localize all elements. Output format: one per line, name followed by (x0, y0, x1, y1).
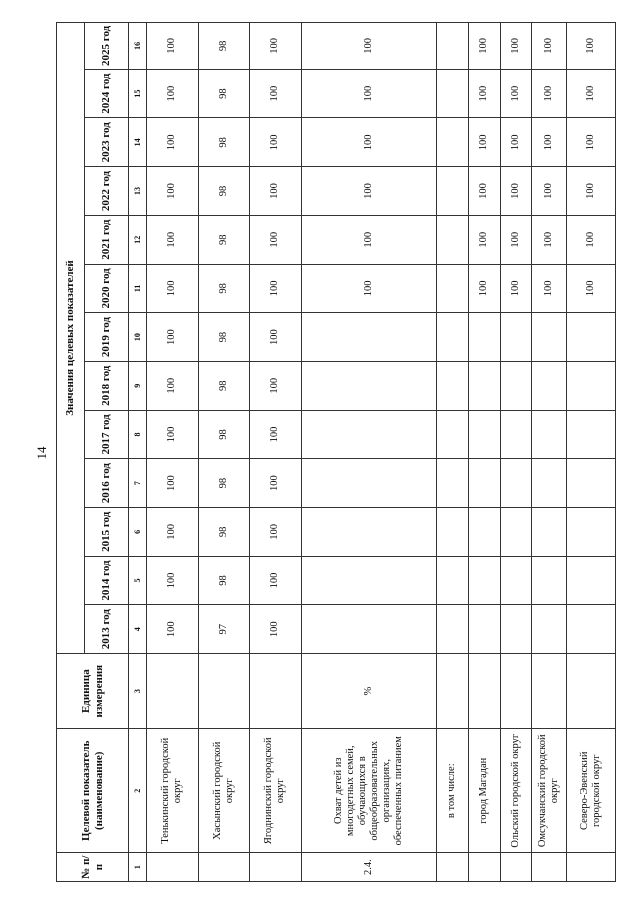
rotated-table-container (56, 22, 616, 882)
value-cell: 100 (147, 361, 199, 410)
value-cell: 100 (250, 605, 302, 654)
table-row (250, 23, 302, 882)
value-cell (436, 313, 468, 362)
header-year: 2022 год (85, 167, 129, 216)
value-cell (436, 361, 468, 410)
table-row (500, 23, 532, 882)
row-number (250, 853, 302, 882)
header-year: 2016 год (85, 459, 129, 508)
value-cell: 100 (147, 215, 199, 264)
table-row (566, 23, 615, 882)
header-year: 2013 год (85, 605, 129, 654)
value-cell: 100 (532, 215, 566, 264)
value-cell: 100 (147, 556, 199, 605)
value-cell: 100 (566, 264, 615, 313)
unit-cell (147, 654, 199, 729)
value-cell (566, 410, 615, 459)
value-cell (436, 23, 468, 70)
value-cell (301, 459, 436, 508)
page-number: 14 (34, 446, 49, 460)
value-cell: 100 (250, 69, 302, 118)
value-cell (468, 410, 500, 459)
value-cell (532, 605, 566, 654)
indicator-name: Охват детей из многодетных семей, обучающихся в общеобразовательных организациях, обеспеченных питанием (301, 729, 436, 853)
indicator-name: Тенькинский городской округ (147, 729, 199, 853)
value-cell (532, 556, 566, 605)
value-cell (500, 313, 532, 362)
value-cell (436, 410, 468, 459)
header-year: 2014 год (85, 556, 129, 605)
table-row (532, 23, 566, 882)
value-cell (468, 605, 500, 654)
value-cell: 98 (198, 507, 250, 556)
row-number (566, 853, 615, 882)
unit-cell (250, 654, 302, 729)
value-cell (468, 459, 500, 508)
value-cell (532, 410, 566, 459)
value-cell: 100 (147, 118, 199, 167)
value-cell: 100 (250, 23, 302, 70)
column-number: 13 (129, 167, 147, 216)
value-cell: 100 (301, 215, 436, 264)
unit-cell (566, 654, 615, 729)
indicator-name: Омсукчанский городской округ (532, 729, 566, 853)
value-cell: 100 (566, 215, 615, 264)
value-cell: 100 (250, 118, 302, 167)
header-year: 2015 год (85, 507, 129, 556)
value-cell: 98 (198, 118, 250, 167)
value-cell: 100 (250, 264, 302, 313)
value-cell (566, 313, 615, 362)
value-cell: 98 (198, 215, 250, 264)
value-cell: 100 (500, 215, 532, 264)
value-cell (500, 361, 532, 410)
value-cell: 100 (147, 264, 199, 313)
header-year: 2024 год (85, 69, 129, 118)
header-year: 2019 год (85, 313, 129, 362)
value-cell (566, 361, 615, 410)
value-cell (532, 361, 566, 410)
column-number: 12 (129, 215, 147, 264)
value-cell (436, 264, 468, 313)
column-number: 3 (129, 654, 147, 729)
value-cell (301, 556, 436, 605)
row-number (500, 853, 532, 882)
column-number: 4 (129, 605, 147, 654)
header-num: № п/п (57, 853, 129, 882)
value-cell: 100 (532, 23, 566, 70)
value-cell: 98 (198, 69, 250, 118)
value-cell (500, 507, 532, 556)
value-cell: 100 (468, 215, 500, 264)
value-cell (532, 459, 566, 508)
value-cell: 100 (301, 167, 436, 216)
value-cell: 100 (566, 118, 615, 167)
unit-cell (468, 654, 500, 729)
value-cell: 100 (301, 23, 436, 70)
indicator-name: Ягоднинский городской округ (250, 729, 302, 853)
column-number: 8 (129, 410, 147, 459)
row-number: 2.4. (301, 853, 436, 882)
value-cell (436, 605, 468, 654)
value-cell: 100 (147, 167, 199, 216)
value-cell: 100 (250, 313, 302, 362)
unit-cell: % (301, 654, 436, 729)
column-number: 16 (129, 23, 147, 70)
value-cell: 98 (198, 313, 250, 362)
value-cell: 100 (250, 361, 302, 410)
value-cell (301, 605, 436, 654)
value-cell: 100 (147, 69, 199, 118)
value-cell: 100 (250, 215, 302, 264)
value-cell: 98 (198, 556, 250, 605)
column-number: 6 (129, 507, 147, 556)
header-values-group: Значения целевых показателей (57, 23, 85, 654)
value-cell: 98 (198, 264, 250, 313)
value-cell (301, 361, 436, 410)
value-cell: 100 (532, 264, 566, 313)
header-year: 2025 год (85, 23, 129, 70)
column-number: 7 (129, 459, 147, 508)
unit-cell (198, 654, 250, 729)
row-number (468, 853, 500, 882)
value-cell: 100 (532, 118, 566, 167)
value-cell: 100 (500, 23, 532, 70)
indicator-name: Ольский городской округ (500, 729, 532, 853)
value-cell (301, 410, 436, 459)
value-cell: 100 (468, 264, 500, 313)
value-cell (566, 605, 615, 654)
row-number (198, 853, 250, 882)
value-cell (532, 507, 566, 556)
value-cell: 98 (198, 167, 250, 216)
value-cell: 100 (147, 459, 199, 508)
value-cell (301, 313, 436, 362)
value-cell: 97 (198, 605, 250, 654)
column-number: 1 (129, 853, 147, 882)
target-indicators-table (56, 22, 616, 882)
value-cell (468, 556, 500, 605)
value-cell (566, 459, 615, 508)
value-cell (566, 507, 615, 556)
unit-cell (436, 654, 468, 729)
value-cell (468, 361, 500, 410)
value-cell (500, 556, 532, 605)
value-cell (436, 556, 468, 605)
row-number (147, 853, 199, 882)
value-cell: 98 (198, 23, 250, 70)
unit-cell (500, 654, 532, 729)
value-cell: 100 (500, 118, 532, 167)
value-cell (436, 459, 468, 508)
unit-cell (532, 654, 566, 729)
value-cell (468, 313, 500, 362)
value-cell: 100 (468, 23, 500, 70)
value-cell: 100 (566, 69, 615, 118)
value-cell (301, 507, 436, 556)
column-number: 2 (129, 729, 147, 853)
table-row (468, 23, 500, 882)
indicator-name: в том числе: (436, 729, 468, 853)
value-cell: 100 (250, 507, 302, 556)
value-cell: 100 (147, 507, 199, 556)
column-number: 5 (129, 556, 147, 605)
column-number: 14 (129, 118, 147, 167)
indicator-name: город Магадан (468, 729, 500, 853)
column-number: 10 (129, 313, 147, 362)
column-number: 15 (129, 69, 147, 118)
value-cell: 100 (250, 410, 302, 459)
header-unit: Единица измерения (57, 654, 129, 729)
header-year: 2020 год (85, 264, 129, 313)
value-cell: 100 (250, 459, 302, 508)
value-cell: 100 (147, 410, 199, 459)
column-number: 9 (129, 361, 147, 410)
value-cell (468, 507, 500, 556)
value-cell: 100 (500, 69, 532, 118)
value-cell (436, 507, 468, 556)
value-cell: 98 (198, 410, 250, 459)
value-cell (500, 605, 532, 654)
header-year: 2021 год (85, 215, 129, 264)
value-cell: 100 (500, 167, 532, 216)
header-year: 2023 год (85, 118, 129, 167)
value-cell (500, 459, 532, 508)
value-cell (436, 69, 468, 118)
value-cell (436, 215, 468, 264)
header-year: 2017 год (85, 410, 129, 459)
value-cell: 100 (250, 167, 302, 216)
value-cell: 100 (468, 167, 500, 216)
value-cell (566, 556, 615, 605)
column-number: 11 (129, 264, 147, 313)
value-cell: 100 (147, 313, 199, 362)
value-cell: 100 (147, 23, 199, 70)
value-cell: 100 (566, 23, 615, 70)
value-cell (500, 410, 532, 459)
table-row (301, 23, 436, 882)
value-cell: 98 (198, 361, 250, 410)
value-cell: 100 (301, 118, 436, 167)
header-year: 2018 год (85, 361, 129, 410)
value-cell: 100 (468, 69, 500, 118)
value-cell: 100 (301, 69, 436, 118)
header-name: Целевой показатель (наименование) (57, 729, 129, 853)
value-cell: 100 (301, 264, 436, 313)
value-cell (436, 118, 468, 167)
value-cell: 100 (566, 167, 615, 216)
value-cell: 100 (532, 167, 566, 216)
value-cell: 98 (198, 459, 250, 508)
indicator-name: Хасынский городской округ (198, 729, 250, 853)
indicator-name: Северо-Эвенский городской округ (566, 729, 615, 853)
value-cell: 100 (147, 605, 199, 654)
value-cell (532, 313, 566, 362)
table-row (198, 23, 250, 882)
value-cell: 100 (250, 556, 302, 605)
value-cell: 100 (468, 118, 500, 167)
row-number (436, 853, 468, 882)
row-number (532, 853, 566, 882)
value-cell (436, 167, 468, 216)
table-row (436, 23, 468, 882)
value-cell: 100 (532, 69, 566, 118)
value-cell: 100 (500, 264, 532, 313)
table-row (147, 23, 199, 882)
